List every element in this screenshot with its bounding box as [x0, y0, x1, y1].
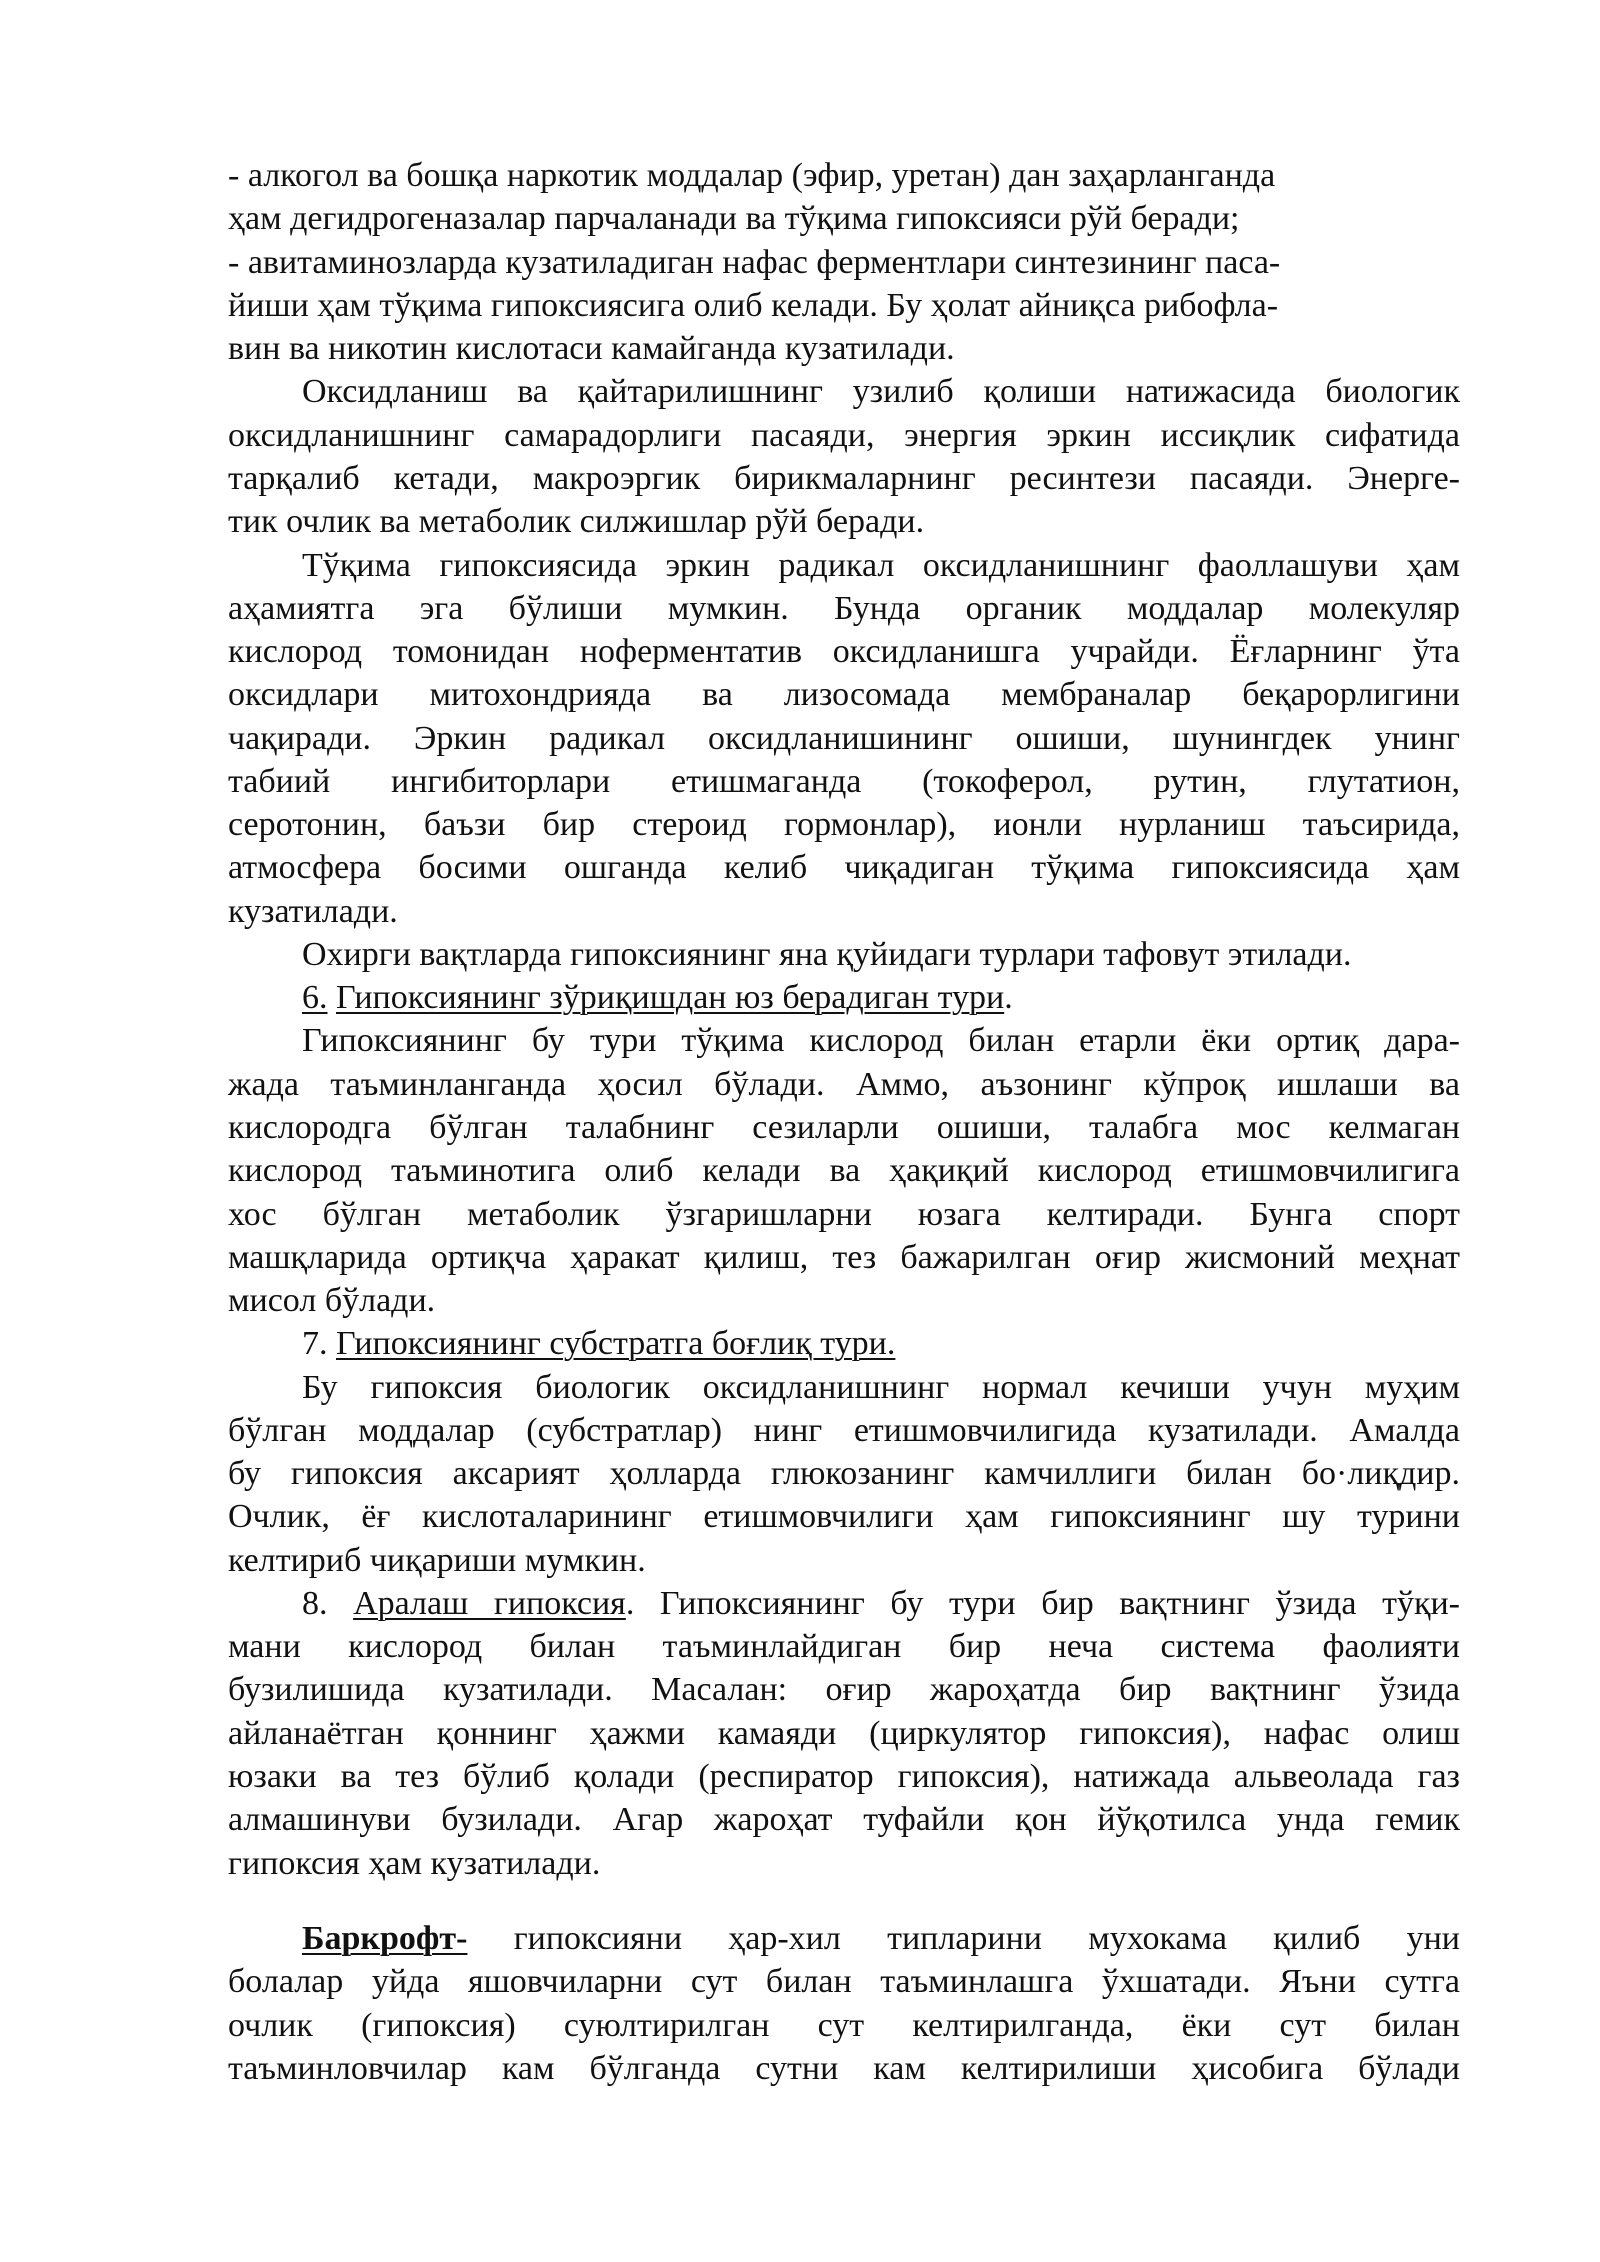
paragraph-barcroft-line: очлик (гипоксия) суюлтирилган сут келтирилганда, ёки сут билан: [228, 2007, 1460, 2044]
section-6-title: Гипоксиянинг зўриқишдан юз берадиган тури: [336, 979, 1005, 1016]
paragraph-section-7-line: бўлган моддалар (субстратлар) нинг етишмовчилигида кузатилади. Амалда: [228, 1412, 1460, 1449]
paragraph-section-6-line: кислород таъминотига олиб келади ва ҳақиқий кислород етишмовчилигига: [228, 1152, 1460, 1189]
paragraph-section-7-line: бу гипоксия аксарият ҳолларда глюкозанинг камчиллиги билан бо·лиқдир.: [228, 1455, 1460, 1492]
paragraph-recent-types: Охирги вақтларда гипоксиянинг яна қуйидаги турлари тафовут этилади.: [302, 936, 1352, 973]
bullet-avitaminosis-line-1: - авитаминозларда кузатиладиган нафас ферментлари синтезининг паса-: [228, 244, 1281, 281]
section-8-number: 8.: [302, 1585, 354, 1622]
paragraph-section-8-line: мани кислород билан таъминлайдиган бир неча система фаолияти: [228, 1628, 1460, 1665]
paragraph-section-7-line: Бу гипоксия биологик оксидланишнинг нормал кечиши учун муҳим: [302, 1369, 1460, 1406]
paragraph-radical-line: кислород томонидан нoферментатив оксидланишга учрайди. Ёғларнинг ўта: [228, 633, 1460, 670]
section-8-heading: [302, 1582, 1460, 1625]
barcroft-rest: гипоксияни ҳар-хил типларини мухокама қилиб уни: [467, 1920, 1460, 1957]
paragraph-oxidation-line: оксидланишнинг самарадорлиги пасаяди, энергия эркин иссиқлик сифатида: [228, 417, 1460, 454]
paragraph-radical-line: чақиради. Эркин радикал оксидланишининг ошиши, шунингдек унинг: [228, 720, 1460, 757]
paragraph-section-8-line: гипоксия ҳам кузатилади.: [228, 1845, 601, 1882]
paragraph-section-8-line: айланаётган қоннинг ҳажми камаяди (циркулятор гипоксия), нафас олиш: [228, 1715, 1460, 1752]
paragraph-radical-line: атмосфера босими ошганда келиб чиқадиган тўқима гипоксиясида ҳам: [228, 849, 1460, 886]
paragraph-section-7-line: келтириб чиқариши мумкин.: [228, 1542, 646, 1579]
paragraph-barcroft-first-line: [302, 1917, 1460, 1960]
paragraph-section-6-line: жада таъминланганда ҳосил бўлади. Аммо, аъзонинг кўпроқ ишлаши ва: [228, 1066, 1460, 1103]
bullet-alcohol-line-1: - алкогол ва бошқа наркотик моддалар (эфир, уретан) дан заҳарланганда: [228, 157, 1276, 194]
bullet-alcohol-line-2: ҳам дегидрогеназалар парчаланади ва тўқима гипоксияси рўй беради;: [228, 200, 1240, 237]
paragraph-section-8-line: алмашинуви бузилади. Агар жароҳат туфайли қон йўқотилса унда гемик: [228, 1801, 1460, 1838]
paragraph-radical-line: кузатилади.: [228, 893, 398, 930]
paragraph-oxidation-line: тик очлик ва метаболик силжишлар рўй беради.: [228, 503, 925, 540]
section-8-rest: . Гипоксиянинг бу тури бир вақтнинг ўзида тўқи-: [625, 1585, 1461, 1622]
paragraph-section-8-line: бузилишида кузатилади. Масалан: оғир жароҳатда бир вақтнинг ўзида: [228, 1671, 1460, 1708]
paragraph-section-6-line: хос бўлган метаболик ўзгаришларни юзага келтиради. Бунга спорт: [228, 1196, 1460, 1233]
paragraph-oxidation-line: Оксидланиш ва қайтарилишнинг узилиб қолиши натижасида биологик: [302, 373, 1460, 410]
paragraph-radical-line: серотонин, баъзи бир стероид гормонлар), ионли нурланиш таъсирида,: [228, 806, 1460, 843]
paragraph-radical-line: аҳамиятга эга бўлиши мумкин. Бунда органик моддалар молекуляр: [228, 590, 1460, 627]
bullet-avitaminosis-line-3: вин ва никотин кислотаси камайганда кузатилади.: [228, 330, 955, 367]
section-8-title: Аралаш гипоксия: [353, 1585, 626, 1622]
paragraph-oxidation-line: тарқалиб кетади, макроэргик бирикмаларнинг ресинтези пасаяди. Энерге-: [228, 460, 1460, 497]
section-6-number: 6.: [302, 979, 328, 1016]
paragraph-barcroft-line: таъминловчилар кам бўлганда сутни кам келтирилиши ҳисобига бўлади: [228, 2050, 1460, 2087]
section-7-number: 7.: [302, 1325, 336, 1362]
paragraph-radical-line: оксидлари митохондрияда ва лизосомада мембраналар беқарорлигини: [228, 676, 1460, 713]
paragraph-section-8-line: юзаки ва тез бўлиб қолади (респиратор гипоксия), натижада альвеолада газ: [228, 1758, 1460, 1795]
paragraph-section-6-line: машқларида ортиқча ҳаракат қилиш, тез бажарилган оғир жисмоний меҳнат: [228, 1239, 1460, 1276]
bullet-avitaminosis-line-2: йиши ҳам тўқима гипоксиясига олиб келади. Бу ҳолат айниқса рибофла-: [228, 287, 1279, 324]
section-6-end: .: [1004, 979, 1013, 1016]
paragraph-section-6-line: Гипоксиянинг бу тури тўқима кислород билан етарли ёки ортиқ дара-: [302, 1022, 1460, 1059]
paragraph-barcroft-line: болалар уйда яшовчиларни сут билан таъминлашга ўхшатади. Яъни сутга: [228, 1963, 1460, 2000]
paragraph-radical-line: Тўқима гипоксиясида эркин радикал оксидланишнинг фаоллашуви ҳам: [302, 547, 1460, 584]
paragraph-radical-line: табиий ингибиторлари етишмаганда (токоферол, рутин, глутатион,: [228, 763, 1460, 800]
paragraph-section-6-line: кислородга бўлган талабнинг сезиларли ошиши, талабга мос келмаган: [228, 1109, 1460, 1146]
paragraph-section-6-line: мисол бўлади.: [228, 1282, 436, 1319]
paragraph-section-7-line: Очлик, ёғ кислоталарининг етишмовчилиги ҳам гипоксиянинг шу турини: [228, 1498, 1460, 1535]
barcroft-name: Баркрофт-: [302, 1920, 468, 1957]
section-6-heading: [302, 976, 1460, 1019]
section-7-heading: [302, 1322, 1460, 1365]
section-7-title: Гипоксиянинг субстратга боғлиқ тури.: [336, 1325, 896, 1362]
